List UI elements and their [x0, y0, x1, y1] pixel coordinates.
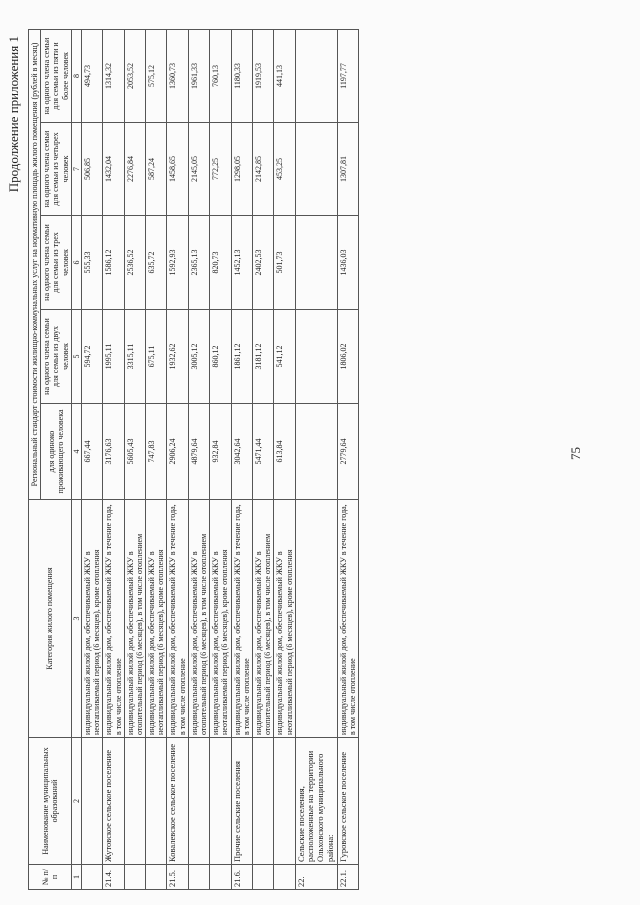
row-value: 1436,03 — [337, 216, 358, 310]
header-no: № п/п — [29, 865, 72, 890]
rotated-content — [6, 30, 625, 890]
row-value: 2276,84 — [124, 123, 145, 216]
row-value: 2779,64 — [337, 404, 358, 500]
row-value: 5471,44 — [252, 404, 273, 500]
row-value: 3176,63 — [103, 404, 124, 500]
row-value: 5605,43 — [124, 404, 145, 500]
row-category: индивидуальный жилой дом, обеспечиваемый ЖКУ в неотапливаемый период (6 месяцев), кроме отопления — [81, 500, 102, 738]
row-category: индивидуальный жилой дом, обеспечиваемый ЖКУ в течение года, в том числе отопление — [103, 500, 124, 738]
header-name: Наименование муниципальных образований — [29, 738, 72, 865]
row-value: 501,73 — [274, 216, 295, 310]
table-row — [146, 29, 167, 889]
row-value: 1961,33 — [188, 29, 209, 122]
row-value: 667,44 — [81, 404, 102, 500]
row-value: 587,24 — [146, 123, 167, 216]
row-number — [146, 865, 167, 890]
row-value: 2053,52 — [124, 29, 145, 122]
table-row — [252, 29, 273, 889]
row-value: 820,73 — [210, 216, 231, 310]
row-value: 1307,81 — [337, 123, 358, 216]
row-value: 494,73 — [81, 29, 102, 122]
col-number: 1 — [71, 865, 81, 890]
row-value — [295, 123, 337, 216]
col-number: 5 — [71, 310, 81, 404]
row-municipality: Прочие сельские поселения — [231, 738, 252, 865]
row-value: 1197,77 — [337, 29, 358, 122]
continuation-label: Продолжение приложения 1 — [6, 36, 21, 193]
row-value: 2145,05 — [188, 123, 209, 216]
row-category: индивидуальный жилой дом, обеспечиваемый ЖКУ в течение года, в том числе отопление — [231, 500, 252, 738]
col-number: 7 — [71, 123, 81, 216]
col-number: 3 — [71, 500, 81, 738]
row-value: 1861,12 — [231, 310, 252, 404]
row-value: 2365,13 — [188, 216, 209, 310]
row-value: 760,13 — [210, 29, 231, 122]
row-value: 675,11 — [146, 310, 167, 404]
header-col7: на одного члена семьи для семьи из четырех человек — [41, 123, 72, 216]
page-number: 75 — [568, 447, 583, 460]
table-row — [210, 29, 231, 889]
table-row — [103, 29, 124, 889]
row-value: 2142,85 — [252, 123, 273, 216]
row-category: индивидуальный жилой дом, обеспечиваемый ЖКУ в отопительный период (6 месяцев), в том числе отоплением — [252, 500, 273, 738]
row-value: 441,13 — [274, 29, 295, 122]
row-municipality — [188, 738, 209, 865]
row-municipality — [124, 738, 145, 865]
table-row — [295, 29, 337, 889]
row-value: 3005,12 — [188, 310, 209, 404]
row-value: 594,72 — [81, 310, 102, 404]
row-number — [210, 865, 231, 890]
row-category: индивидуальный жилой дом, обеспечиваемый ЖКУ в отопительный период (6 месяцев), в том числе отоплением — [188, 500, 209, 738]
row-value: 2906,24 — [167, 404, 188, 500]
row-value: 613,84 — [274, 404, 295, 500]
row-category: индивидуальный жилой дом, обеспечиваемый ЖКУ в течение года, в том числе отопление — [167, 500, 188, 738]
row-value: 1806,02 — [337, 310, 358, 404]
row-value: 1360,73 — [167, 29, 188, 122]
col-number: 2 — [71, 738, 81, 865]
row-number — [252, 865, 273, 890]
row-value — [295, 216, 337, 310]
row-value: 932,84 — [210, 404, 231, 500]
row-category: индивидуальный жилой дом, обеспечиваемый ЖКУ в неотапливаемый период (6 месяцев), кроме отопления — [274, 500, 295, 738]
row-category: индивидуальный жилой дом, обеспечиваемый ЖКУ в неотапливаемый период (6 месяцев), кроме отопления — [210, 500, 231, 738]
row-value: 1932,62 — [167, 310, 188, 404]
row-value: 3315,11 — [124, 310, 145, 404]
row-number: 21.4. — [103, 865, 124, 890]
col-number: 4 — [71, 404, 81, 500]
row-category: индивидуальный жилой дом, обеспечиваемый ЖКУ в неотапливаемый период (6 месяцев), кроме отопления — [146, 500, 167, 738]
row-value: 1452,13 — [231, 216, 252, 310]
row-number — [188, 865, 209, 890]
row-value: 772,25 — [210, 123, 231, 216]
table-row — [167, 29, 188, 889]
row-value: 2536,52 — [124, 216, 145, 310]
row-value: 747,83 — [146, 404, 167, 500]
row-value: 3042,64 — [231, 404, 252, 500]
table-body — [81, 29, 358, 889]
row-number — [274, 865, 295, 890]
row-number — [81, 865, 102, 890]
row-municipality: Ковалевское сельское поселение — [167, 738, 188, 865]
row-value — [295, 29, 337, 122]
table-row — [81, 29, 102, 889]
row-municipality — [81, 738, 102, 865]
row-value: 541,12 — [274, 310, 295, 404]
row-value: 575,12 — [146, 29, 167, 122]
row-value: 635,72 — [146, 216, 167, 310]
row-value: 4879,64 — [188, 404, 209, 500]
row-municipality: Жутовское сельское поселение — [103, 738, 124, 865]
data-table — [28, 29, 359, 890]
col-number: 8 — [71, 29, 81, 122]
row-municipality — [210, 738, 231, 865]
row-number: 21.5. — [167, 865, 188, 890]
header-standard: Региональный стандарт стоимости жилищно-коммунальных услуг на нормативную площадь жилого помещения (рублей в месяц) — [29, 29, 41, 499]
header-col4: для одиноко проживающего человека — [41, 404, 72, 500]
table-row — [274, 29, 295, 889]
row-value: 1586,12 — [103, 216, 124, 310]
row-value: 555,33 — [81, 216, 102, 310]
row-municipality: Сельские поселения, расположенные на территории Ольховского муниципального района: — [295, 738, 337, 865]
header-col5: на одного члена семьи для семьи из двух человек — [41, 310, 72, 404]
row-number — [124, 865, 145, 890]
row-value: 1592,93 — [167, 216, 188, 310]
row-municipality: Гуровское сельское поселение — [337, 738, 358, 865]
row-value: 1432,04 — [103, 123, 124, 216]
header-col8: на одного члена семьи для семьи из пяти и более человек — [41, 29, 72, 122]
column-numbers-row — [71, 29, 81, 889]
row-value: 506,85 — [81, 123, 102, 216]
header-col6: на одного члена семьи для семьи из трех человек — [41, 216, 72, 310]
row-category: индивидуальный жилой дом, обеспечиваемый ЖКУ в отопительный период (6 месяцев), в том числе отоплением — [124, 500, 145, 738]
row-number: 22. — [295, 865, 337, 890]
row-value — [295, 310, 337, 404]
row-municipality — [146, 738, 167, 865]
row-value: 1314,32 — [103, 29, 124, 122]
row-value: 860,12 — [210, 310, 231, 404]
row-value: 1995,11 — [103, 310, 124, 404]
row-value: 1298,05 — [231, 123, 252, 216]
table-row — [124, 29, 145, 889]
row-municipality — [252, 738, 273, 865]
row-category — [295, 500, 337, 738]
row-municipality — [274, 738, 295, 865]
row-value: 1458,65 — [167, 123, 188, 216]
row-value: 3181,12 — [252, 310, 273, 404]
row-number: 22.1. — [337, 865, 358, 890]
row-value: 2402,53 — [252, 216, 273, 310]
row-number: 21.6. — [231, 865, 252, 890]
row-category: индивидуальный жилой дом, обеспечиваемый ЖКУ в течение года, в том числе отопление — [337, 500, 358, 738]
row-value: 1180,33 — [231, 29, 252, 122]
row-value — [295, 404, 337, 500]
header-category: Категория жилого помещения — [29, 500, 72, 738]
col-number: 6 — [71, 216, 81, 310]
row-value: 1919,53 — [252, 29, 273, 122]
row-value: 453,25 — [274, 123, 295, 216]
table-row — [337, 29, 358, 889]
table-row — [188, 29, 209, 889]
table-row — [231, 29, 252, 889]
